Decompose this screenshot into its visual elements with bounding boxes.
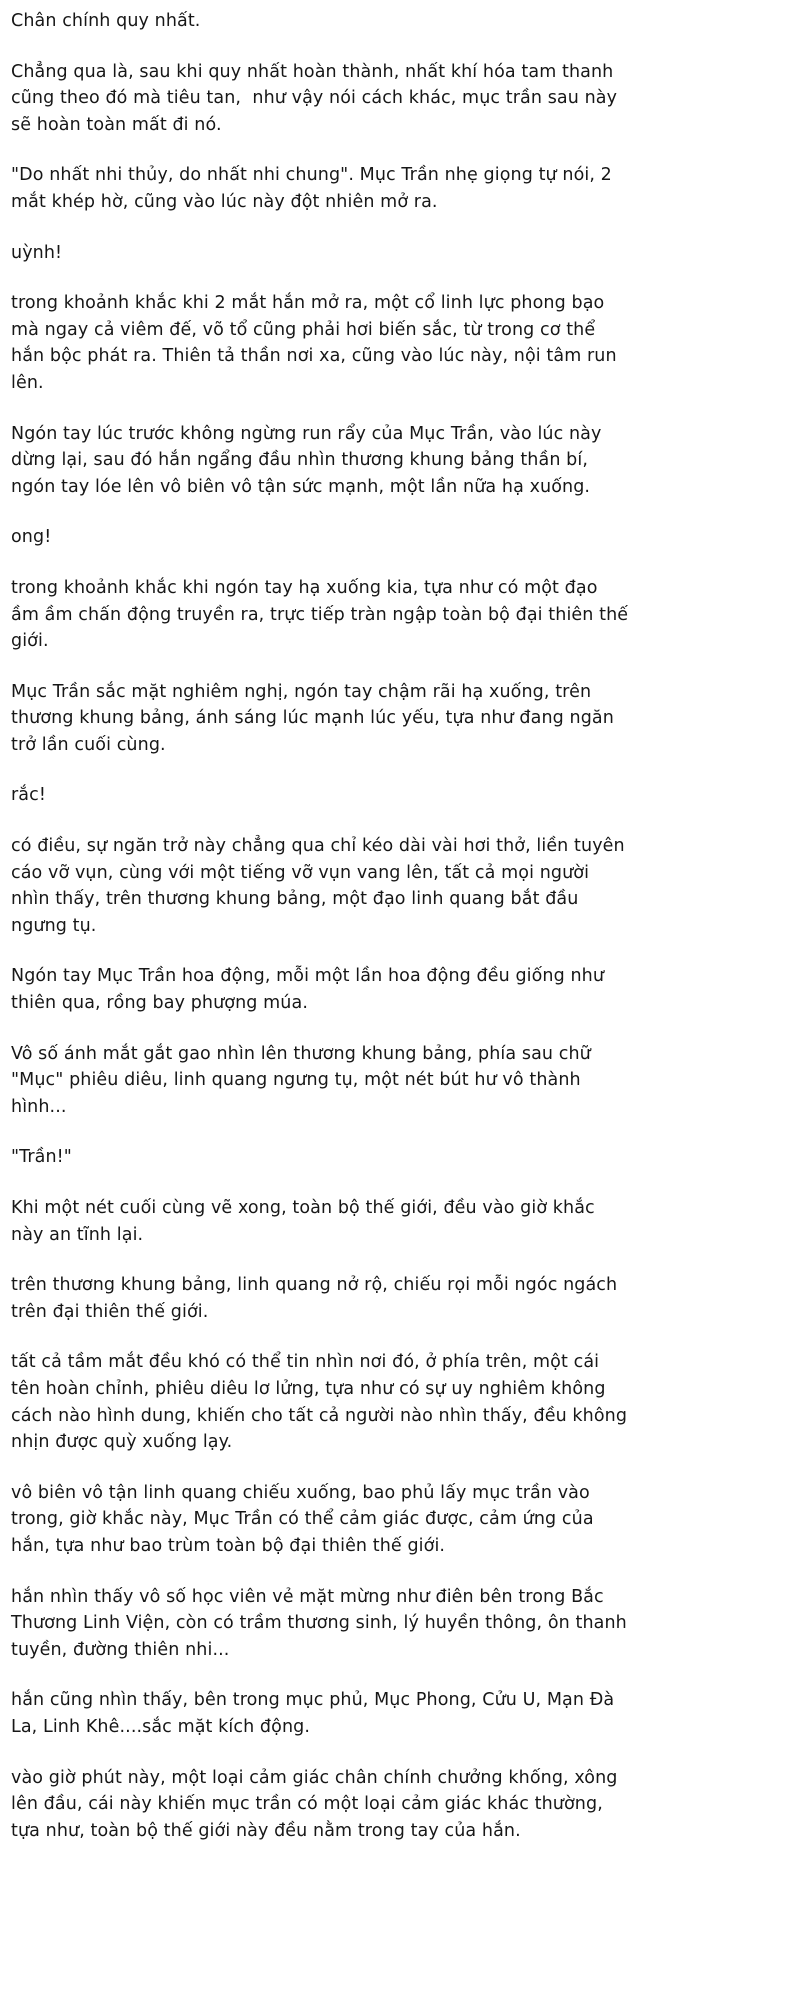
- paragraph: hắn nhìn thấy vô số học viên vẻ mặt mừng như điên bên trong Bắc Thương Linh Viện, còn có trầm thương sinh, lý huyền thông, ôn thanh tuyền, đường thiên nhi...: [11, 1586, 633, 1660]
- paragraph: vào giờ phút này, một loại cảm giác chân chính chưởng khống, xông lên đầu, cái này khiến mục trần có một loại cảm giác khác thường, tựa như, toàn bộ thế giới này đều nằm trong tay của hắn.: [11, 1767, 624, 1841]
- paragraph: trong khoảnh khắc khi ngón tay hạ xuống kia, tựa như có một đạo ầm ầm chấn động truyền ra, trực tiếp tràn ngập toàn bộ đại thiên thế giới.: [11, 577, 634, 652]
- paragraph: "Trần!": [11, 1147, 72, 1168]
- paragraph: có điều, sự ngăn trở này chẳng qua chỉ kéo dài vài hơi thở, liền tuyên cáo vỡ vụn, cùng với một tiếng vỡ vụn vang lên, tất cả mọi người nhìn thấy, trên thương khung bảng, một đạo linh quang bắt đầu ngưng tụ.: [11, 836, 631, 936]
- paragraph: trên thương khung bảng, linh quang nở rộ, chiếu rọi mỗi ngóc ngách trên đại thiên thế giới.: [11, 1275, 623, 1322]
- paragraph: tất cả tầm mắt đều khó có thể tin nhìn nơi đó, ở phía trên, một cái tên hoàn chỉnh, phiêu diêu lơ lửng, tựa như có sự uy nghiêm không cách nào hình dung, khiến cho tất cả người nào nhìn thấy, đều không nhịn được quỳ xuống lạy.: [11, 1352, 633, 1453]
- paragraph: uỳnh!: [11, 242, 63, 263]
- paragraph: trong khoảnh khắc khi 2 mắt hắn mở ra, một cổ linh lực phong bạo mà ngay cả viêm đế, võ tổ cũng phải hơi biến sắc, từ trong cơ thể hắn bộc phát ra. Thiên tả thần nơi xa, cũng vào lúc này, nội tâm run lên.: [11, 293, 623, 393]
- paragraph: ong!: [11, 527, 52, 548]
- paragraph: Chân chính quy nhất.: [11, 11, 201, 31]
- paragraph: rắc!: [11, 785, 46, 806]
- paragraph: "Do nhất nhi thủy, do nhất nhi chung". Mục Trần nhẹ giọng tự nói, 2 mắt khép hờ, cũng vào lúc này đột nhiên mở ra.: [11, 165, 618, 212]
- paragraph: vô biên vô tận linh quang chiếu xuống, bao phủ lấy mục trần vào trong, giờ khắc này, Mục Trần có thể cảm giác được, cảm ứng của hắn, tựa như bao trùm toàn bộ đại thiên thế giới.: [11, 1482, 600, 1556]
- paragraph: Ngón tay Mục Trần hoa động, mỗi một lần hoa động đều giống như thiên qua, rồng bay phượng múa.: [11, 966, 610, 1014]
- paragraph: Vô số ánh mắt gắt gao nhìn lên thương khung bảng, phía sau chữ "Mục" phiêu diêu, linh quang ngưng tụ, một nét bút hư vô thành hình...: [11, 1043, 597, 1117]
- paragraph: Khi một nét cuối cùng vẽ xong, toàn bộ thế giới, đều vào giờ khắc này an tĩnh lại.: [11, 1198, 601, 1245]
- paragraph: Chẳng qua là, sau khi quy nhất hoàn thành, nhất khí hóa tam thanh cũng theo đó mà tiêu tan, như vậy nói cách khác, mục trần sau này sẽ hoàn toàn mất đi nó.: [11, 61, 623, 135]
- paragraph: Mục Trần sắc mặt nghiêm nghị, ngón tay chậm rãi hạ xuống, trên thương khung bảng, ánh sáng lúc mạnh lúc yếu, tựa như đang ngăn trở lần cuối cùng.: [11, 681, 620, 755]
- paragraph: hắn cũng nhìn thấy, bên trong mục phủ, Mục Phong, Cửu U, Mạn Đà La, Linh Khê....sắc mặt kích động.: [11, 1690, 620, 1737]
- novel-text-body: [0, 8, 634, 1844]
- paragraph: Ngón tay lúc trước không ngừng run rẩy của Mục Trần, vào lúc này dừng lại, sau đó hắn ngẩng đầu nhìn thương khung bảng thần bí, ngón tay lóe lên vô biên vô tận sức mạnh, một lần nữa hạ xuống.: [11, 423, 608, 497]
